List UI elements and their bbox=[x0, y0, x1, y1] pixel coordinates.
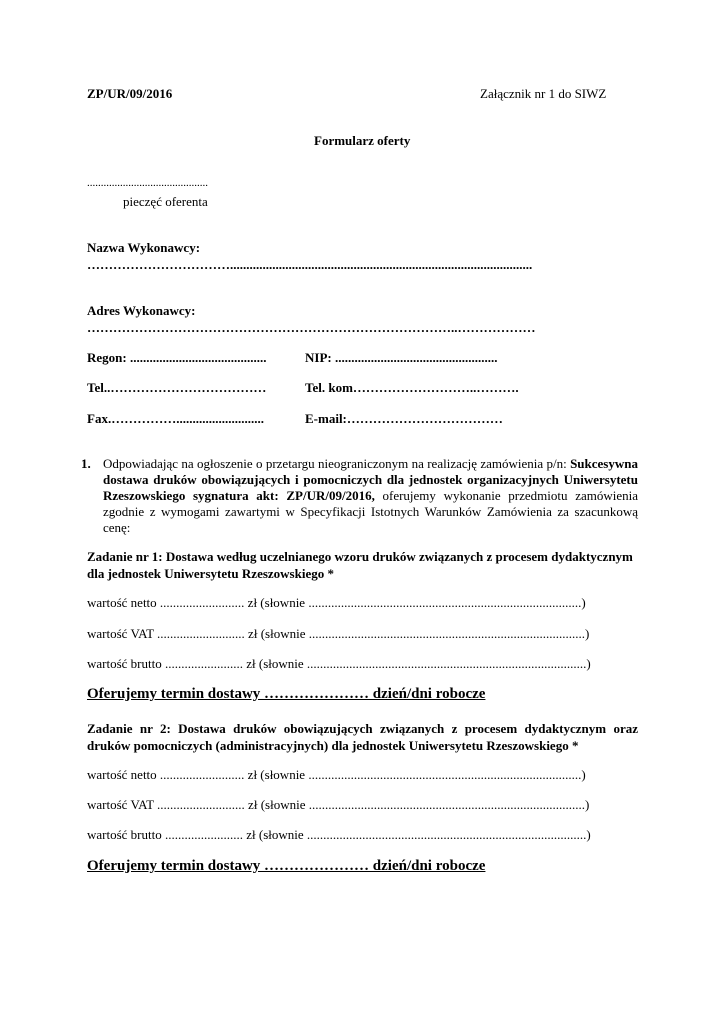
stamp-label: pieczęć oferenta bbox=[123, 194, 208, 209]
task2-netto-field[interactable]: wartość netto .......................... zł (słownie ....................................................................................) bbox=[87, 767, 586, 782]
attachment-label: Załącznik nr 1 do SIWZ bbox=[480, 86, 607, 101]
contractor-address-label: Adres Wykonawcy: bbox=[87, 303, 196, 318]
task1-vat-field[interactable]: wartość VAT ........................... zł (słownie .....................................................................................) bbox=[87, 626, 590, 641]
stamp-dots: ............................................ bbox=[87, 177, 208, 189]
contractor-address-field[interactable]: …………………………………………………………………………..……………… bbox=[87, 320, 536, 335]
mobile-phone-field[interactable]: Tel. kom………………………..………. bbox=[305, 380, 519, 395]
offer-text-title: Sukcesywna dostawa druków obowiązujących i pomocniczych dla jednostek organizacyjnych Uniwersytetu Rzeszowskiego sygnatura akt: ZP/UR/09/2016, bbox=[103, 456, 638, 503]
fax-field[interactable]: Fax.……………........................... bbox=[87, 411, 264, 426]
contractor-name-field[interactable]: ……………………………............................................................................................. bbox=[87, 257, 533, 272]
task1-delivery-term[interactable]: Oferujemy termin dostawy ………………… dzień/dni robocze bbox=[87, 686, 486, 702]
form-title: Formularz oferty bbox=[314, 133, 411, 148]
section-number: 1. bbox=[81, 456, 91, 471]
regon-field[interactable]: Regon: .......................................... bbox=[87, 350, 267, 365]
task1-title: Zadanie nr 1: Dostawa według uczelnianego wzoru druków związanych z procesem dydaktycznym dla jednostek Uniwersytetu Rzeszowskiego * bbox=[87, 549, 633, 581]
offer-paragraph bbox=[103, 456, 638, 536]
task2-brutto-field[interactable]: wartość brutto ........................ zł (słownie ......................................................................................) bbox=[87, 827, 591, 842]
document-reference: ZP/UR/09/2016 bbox=[87, 86, 173, 101]
task1-netto-field[interactable]: wartość netto .......................... zł (słownie ....................................................................................) bbox=[87, 595, 586, 610]
task1-brutto-field[interactable]: wartość brutto ........................ zł (słownie ......................................................................................) bbox=[87, 656, 591, 671]
phone-field[interactable]: Tel..……………………………… bbox=[87, 380, 267, 395]
task2-title: Zadanie nr 2: Dostawa druków obowiązujących związanych z procesem dydaktycznym oraz druków pomocniczych (administracyjnych) dla jednostek Uniwersytetu Rzeszowskiego * bbox=[87, 721, 638, 753]
nip-field[interactable]: NIP: .................................................. bbox=[305, 350, 498, 365]
offer-text-body: oferujemy wykonanie przedmiotu zamówienia zgodnie z wymogami zawartymi w Specyfikacji Istotnych Warunków Zamówienia za szacunkową cenę: bbox=[103, 488, 638, 535]
task2-delivery-term[interactable]: Oferujemy termin dostawy ………………… dzień/dni robocze bbox=[87, 858, 486, 874]
offer-text-intro: Odpowiadając na ogłoszenie o przetargu nieograniczonym na realizację zamówienia p/n: bbox=[103, 456, 571, 471]
task2-vat-field[interactable]: wartość VAT ........................... zł (słownie .....................................................................................) bbox=[87, 797, 590, 812]
contractor-name-label: Nazwa Wykonawcy: bbox=[87, 240, 201, 255]
email-field[interactable]: E-mail:……………………………… bbox=[305, 411, 503, 426]
